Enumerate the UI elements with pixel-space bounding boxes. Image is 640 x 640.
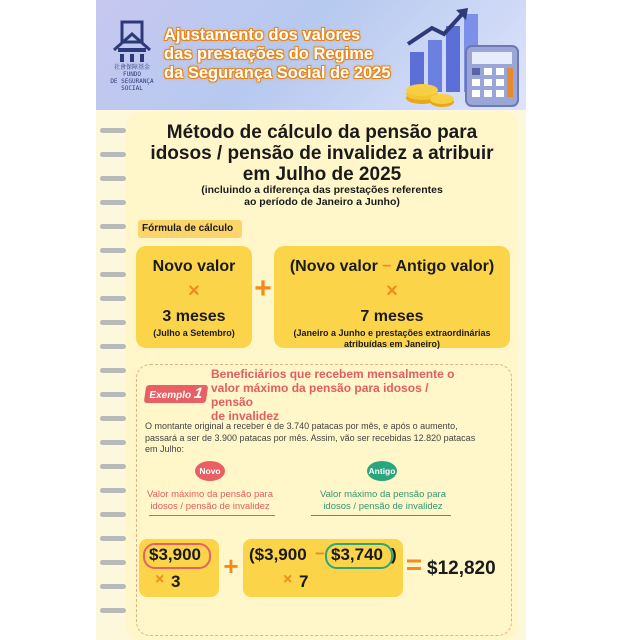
- plus-icon: +: [254, 272, 272, 305]
- box-note-line: (Janeiro a Junho e prestações extraordinárias: [293, 328, 491, 338]
- old-label-line: Valor máximo da pensão para: [319, 489, 447, 500]
- infographic-page: [96, 0, 526, 640]
- heading-open: (Novo valor: [289, 258, 378, 275]
- banner-title-line: das prestações do Regime: [164, 45, 374, 63]
- example-badge-label: Exemplo: [148, 390, 192, 401]
- section-subtitle: [126, 184, 518, 208]
- old-label: [303, 489, 463, 513]
- box-value: 3 meses: [162, 308, 226, 325]
- box-heading: Novo valor: [152, 258, 236, 275]
- calc-open: ($3,900: [249, 545, 307, 564]
- section-title-line: Método de cálculo da pensão para: [166, 122, 478, 143]
- old-amount: $3,740: [331, 545, 383, 564]
- new-label-underline: [149, 515, 275, 516]
- old-pill: Antigo: [367, 461, 397, 481]
- banner-title-line: da Segurança Social de 2025: [164, 64, 391, 82]
- content-card: [126, 112, 518, 640]
- example-badge: [144, 385, 209, 403]
- times-icon: ×: [155, 571, 165, 588]
- example-description: [145, 421, 505, 456]
- times-icon: ×: [283, 571, 293, 588]
- box-value: 7 meses: [360, 308, 424, 325]
- heading-close: Antigo valor): [395, 258, 495, 275]
- finance-decoration: [402, 4, 522, 108]
- section-title-line: idosos / pensão de invalidez a atribuir: [150, 143, 494, 164]
- difference-box: [274, 246, 510, 348]
- logo-line: SOCIAL: [121, 85, 143, 92]
- new-calc-box: [139, 539, 219, 597]
- new-label: [135, 489, 285, 513]
- example-badge-number: 1: [192, 385, 204, 402]
- logo-line: DE SEGURANÇA: [110, 78, 154, 85]
- new-amount: $3,900: [149, 545, 201, 564]
- section-title: [126, 122, 518, 185]
- plus-icon: +: [223, 551, 239, 581]
- old-label-line: idosos / pensão de invalidez: [323, 501, 443, 512]
- banner-title: [164, 26, 434, 83]
- calculator-icon: [466, 46, 518, 106]
- example-title-line: Beneficiários que recebem mensalmente o: [211, 367, 455, 381]
- banner-title-line: Ajustamento dos valores: [164, 26, 361, 44]
- months-3: 3: [171, 572, 181, 591]
- fund-logo-icon: [106, 20, 158, 90]
- minus-icon: −: [315, 544, 325, 563]
- times-icon: ×: [188, 280, 200, 302]
- new-label-line: idosos / pensão de invalidez: [150, 501, 270, 512]
- formula-tag: Fórmula de cálculo: [138, 220, 242, 238]
- description-line: O montante original a receber é de 3.740 patacas por mês, e após o aumento,: [145, 421, 458, 431]
- example-title-line: de invalidez: [211, 409, 280, 423]
- logo-chinese-text: 社會保障基金: [113, 64, 150, 71]
- total-amount: $12,820: [427, 558, 496, 579]
- description-line: passará a ser de 3.900 patacas por mês. Assim, vão ser recebidas 12.820 patacas: [145, 432, 476, 443]
- subtitle-line: ao período de Janeiro a Junho): [244, 196, 400, 208]
- months-7: 7: [299, 572, 309, 591]
- times-icon: ×: [386, 280, 398, 302]
- equals-icon: =: [405, 549, 423, 580]
- example-title-line: valor máximo da pensão para idosos / pensão: [211, 381, 429, 409]
- old-label-underline: [311, 515, 451, 516]
- example-section: [136, 364, 512, 636]
- minus-icon: −: [382, 258, 392, 275]
- example-title: [211, 367, 461, 423]
- box-heading: [274, 258, 510, 276]
- subtitle-line: (incluindo a diferença das prestações referentes: [201, 184, 443, 196]
- description-line: em Julho:: [145, 444, 185, 454]
- new-value-box: [136, 246, 252, 348]
- logo-line: FUNDO: [122, 71, 142, 78]
- section-title-line: em Julho de 2025: [242, 164, 402, 185]
- box-note-line: atribuídas em Janeiro): [343, 339, 441, 349]
- new-pill: Novo: [195, 461, 225, 481]
- new-label-line: Valor máximo da pensão para: [146, 489, 274, 500]
- header-banner: [96, 0, 526, 110]
- difference-calc-box: [243, 539, 403, 597]
- box-note: (Julho a Setembro): [153, 328, 235, 338]
- calc-close: ): [391, 545, 397, 564]
- binder-holes: [96, 110, 126, 640]
